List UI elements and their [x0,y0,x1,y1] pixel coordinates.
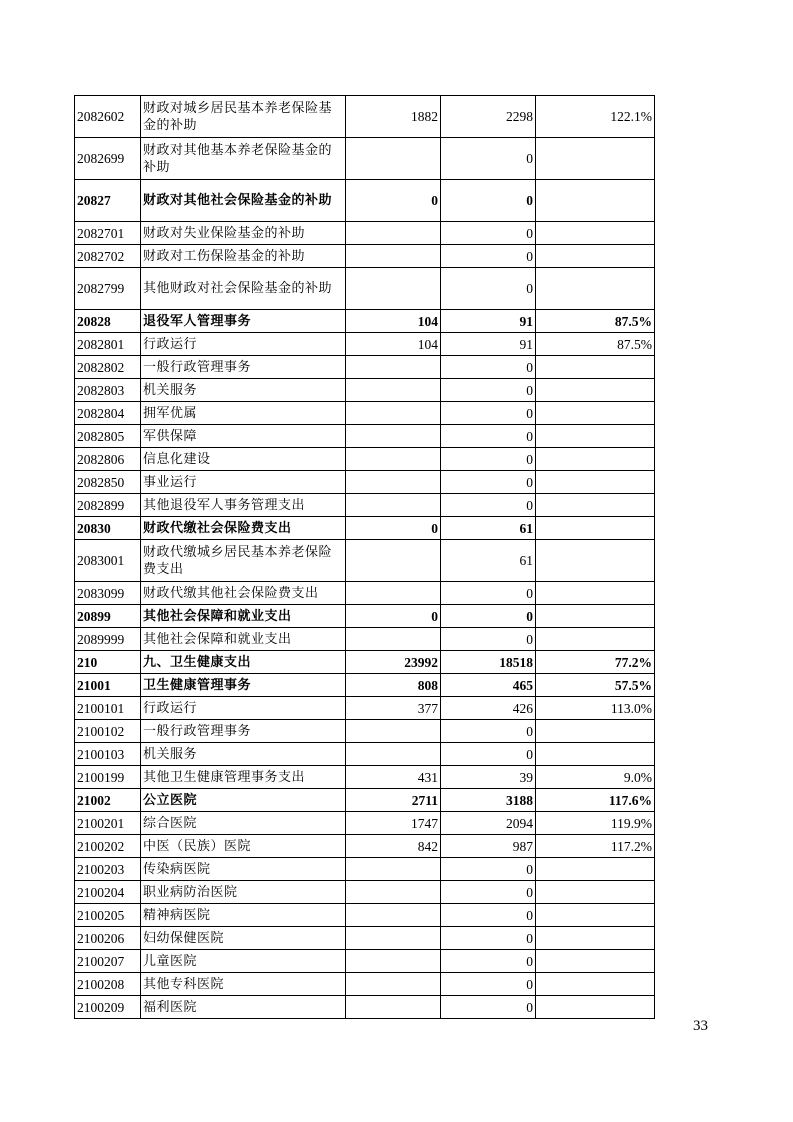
row-actual: 0 [441,356,536,379]
budget-table [74,95,655,1019]
row-actual: 0 [441,245,536,268]
table-row [75,471,655,494]
table-row [75,138,655,180]
row-actual: 0 [441,425,536,448]
row-budget: 23992 [346,651,441,674]
row-percent [536,858,655,881]
row-percent [536,402,655,425]
row-actual: 0 [441,605,536,628]
table-row [75,904,655,927]
row-budget [346,138,441,180]
row-name: 综合医院 [141,812,346,835]
row-name: 传染病医院 [141,858,346,881]
table-row [75,950,655,973]
page-number: 33 [693,1018,708,1034]
row-code: 2100101 [75,697,141,720]
table-row [75,180,655,222]
row-percent [536,138,655,180]
table-row [75,494,655,517]
table-row [75,674,655,697]
table-row [75,766,655,789]
row-actual: 0 [441,950,536,973]
row-budget: 377 [346,697,441,720]
row-percent [536,720,655,743]
row-budget: 0 [346,180,441,222]
row-percent [536,996,655,1019]
row-percent [536,356,655,379]
row-name: 其他社会保障和就业支出 [141,628,346,651]
row-name: 退役军人管理事务 [141,310,346,333]
row-percent [536,927,655,950]
row-code: 2100209 [75,996,141,1019]
table-row [75,540,655,582]
row-actual: 0 [441,448,536,471]
row-budget: 0 [346,517,441,540]
row-name: 军供保障 [141,425,346,448]
row-name: 财政对城乡居民基本养老保险基金的补助 [141,96,346,138]
row-name: 儿童医院 [141,950,346,973]
row-name: 财政代缴其他社会保险费支出 [141,582,346,605]
row-actual: 0 [441,402,536,425]
row-code: 2082799 [75,268,141,310]
row-actual: 0 [441,927,536,950]
row-percent [536,881,655,904]
row-percent: 57.5% [536,674,655,697]
row-code: 2082802 [75,356,141,379]
row-actual: 0 [441,582,536,605]
row-percent: 87.5% [536,310,655,333]
row-percent [536,582,655,605]
row-budget [346,494,441,517]
row-percent [536,471,655,494]
row-code: 20830 [75,517,141,540]
table-row [75,605,655,628]
table-row [75,720,655,743]
row-code: 2083099 [75,582,141,605]
row-budget: 104 [346,310,441,333]
row-actual: 0 [441,973,536,996]
table-row [75,310,655,333]
row-budget: 808 [346,674,441,697]
row-name: 其他社会保障和就业支出 [141,605,346,628]
row-percent [536,180,655,222]
row-budget [346,245,441,268]
row-actual: 61 [441,540,536,582]
row-name: 中医（民族）医院 [141,835,346,858]
row-actual: 0 [441,138,536,180]
table-row [75,222,655,245]
row-percent: 87.5% [536,333,655,356]
row-actual: 0 [441,904,536,927]
row-percent [536,605,655,628]
row-name: 一般行政管理事务 [141,720,346,743]
table-row [75,789,655,812]
table-row [75,96,655,138]
row-name: 其他专科医院 [141,973,346,996]
row-code: 2082804 [75,402,141,425]
row-budget [346,448,441,471]
row-code: 210 [75,651,141,674]
table-row [75,245,655,268]
row-percent [536,222,655,245]
row-name: 职业病防治医院 [141,881,346,904]
row-name: 信息化建设 [141,448,346,471]
row-actual: 987 [441,835,536,858]
row-budget [346,743,441,766]
row-percent: 9.0% [536,766,655,789]
row-budget: 431 [346,766,441,789]
row-code: 2100206 [75,927,141,950]
row-budget: 842 [346,835,441,858]
row-name: 财政对失业保险基金的补助 [141,222,346,245]
row-name: 卫生健康管理事务 [141,674,346,697]
row-name: 福利医院 [141,996,346,1019]
row-percent [536,540,655,582]
row-name: 行政运行 [141,333,346,356]
row-percent [536,379,655,402]
row-code: 2082702 [75,245,141,268]
row-name: 其他退役军人事务管理支出 [141,494,346,517]
row-budget: 1747 [346,812,441,835]
row-budget [346,540,441,582]
row-code: 2100205 [75,904,141,927]
table-row [75,973,655,996]
row-name: 公立医院 [141,789,346,812]
row-actual: 91 [441,333,536,356]
row-percent [536,904,655,927]
row-code: 2082805 [75,425,141,448]
table-row [75,743,655,766]
row-name: 财政代缴城乡居民基本养老保险费支出 [141,540,346,582]
row-name: 一般行政管理事务 [141,356,346,379]
row-name: 其他财政对社会保险基金的补助 [141,268,346,310]
row-budget [346,858,441,881]
row-actual: 465 [441,674,536,697]
row-actual: 0 [441,494,536,517]
row-actual: 2094 [441,812,536,835]
row-budget [346,582,441,605]
row-name: 财政代缴社会保险费支出 [141,517,346,540]
row-percent [536,517,655,540]
row-code: 2082803 [75,379,141,402]
row-code: 2100201 [75,812,141,835]
row-code: 2100202 [75,835,141,858]
table-row [75,356,655,379]
row-percent [536,448,655,471]
row-code: 2082801 [75,333,141,356]
row-code: 2100103 [75,743,141,766]
row-percent [536,494,655,517]
row-actual: 0 [441,743,536,766]
row-code: 2082699 [75,138,141,180]
row-actual: 0 [441,858,536,881]
row-budget [346,720,441,743]
row-budget: 1882 [346,96,441,138]
table-row [75,697,655,720]
row-budget [346,950,441,973]
row-budget: 2711 [346,789,441,812]
row-actual: 0 [441,268,536,310]
row-name: 拥军优属 [141,402,346,425]
row-name: 行政运行 [141,697,346,720]
row-budget [346,881,441,904]
row-actual: 0 [441,180,536,222]
table-row [75,379,655,402]
row-code: 2089999 [75,628,141,651]
table-row [75,881,655,904]
row-budget [346,927,441,950]
row-name: 其他卫生健康管理事务支出 [141,766,346,789]
row-name: 财政对其他基本养老保险基金的补助 [141,138,346,180]
row-budget [346,471,441,494]
row-code: 21001 [75,674,141,697]
table-row [75,858,655,881]
row-percent: 117.6% [536,789,655,812]
row-percent: 77.2% [536,651,655,674]
row-code: 2082806 [75,448,141,471]
row-budget: 104 [346,333,441,356]
row-actual: 426 [441,697,536,720]
table-row [75,517,655,540]
table-row [75,835,655,858]
table-row [75,812,655,835]
row-code: 20828 [75,310,141,333]
row-budget [346,222,441,245]
table-row [75,425,655,448]
row-actual: 0 [441,628,536,651]
row-budget [346,379,441,402]
table-row [75,927,655,950]
row-budget: 0 [346,605,441,628]
row-actual: 0 [441,720,536,743]
table-row [75,402,655,425]
table-row [75,333,655,356]
table-row [75,268,655,310]
table-body [75,96,655,1019]
row-percent [536,628,655,651]
row-budget [346,425,441,448]
row-name: 妇幼保健医院 [141,927,346,950]
row-actual: 2298 [441,96,536,138]
row-code: 2082850 [75,471,141,494]
row-percent [536,950,655,973]
row-percent: 122.1% [536,96,655,138]
row-budget [346,973,441,996]
row-code: 20899 [75,605,141,628]
row-percent [536,245,655,268]
row-code: 21002 [75,789,141,812]
row-name: 九、卫生健康支出 [141,651,346,674]
row-actual: 0 [441,471,536,494]
row-percent [536,268,655,310]
row-code: 2082602 [75,96,141,138]
row-code: 2100207 [75,950,141,973]
row-percent: 117.2% [536,835,655,858]
table-row [75,448,655,471]
row-name: 财政对其他社会保险基金的补助 [141,180,346,222]
row-actual: 39 [441,766,536,789]
row-code: 2083001 [75,540,141,582]
row-name: 机关服务 [141,743,346,766]
row-budget [346,904,441,927]
row-actual: 91 [441,310,536,333]
row-budget [346,268,441,310]
row-code: 2082899 [75,494,141,517]
table-row [75,651,655,674]
row-actual: 0 [441,222,536,245]
row-percent: 113.0% [536,697,655,720]
row-name: 事业运行 [141,471,346,494]
row-name: 财政对工伤保险基金的补助 [141,245,346,268]
row-code: 2100102 [75,720,141,743]
row-budget [346,402,441,425]
row-actual: 3188 [441,789,536,812]
row-percent [536,425,655,448]
row-budget [346,356,441,379]
row-name: 精神病医院 [141,904,346,927]
row-actual: 18518 [441,651,536,674]
row-budget [346,996,441,1019]
table-row [75,628,655,651]
row-percent: 119.9% [536,812,655,835]
row-code: 20827 [75,180,141,222]
row-actual: 0 [441,881,536,904]
row-percent [536,973,655,996]
row-actual: 61 [441,517,536,540]
row-code: 2100204 [75,881,141,904]
row-code: 2100208 [75,973,141,996]
row-percent [536,743,655,766]
row-actual: 0 [441,996,536,1019]
row-name: 机关服务 [141,379,346,402]
row-code: 2100199 [75,766,141,789]
row-budget [346,628,441,651]
row-code: 2082701 [75,222,141,245]
row-code: 2100203 [75,858,141,881]
row-actual: 0 [441,379,536,402]
table-row [75,996,655,1019]
table-row [75,582,655,605]
